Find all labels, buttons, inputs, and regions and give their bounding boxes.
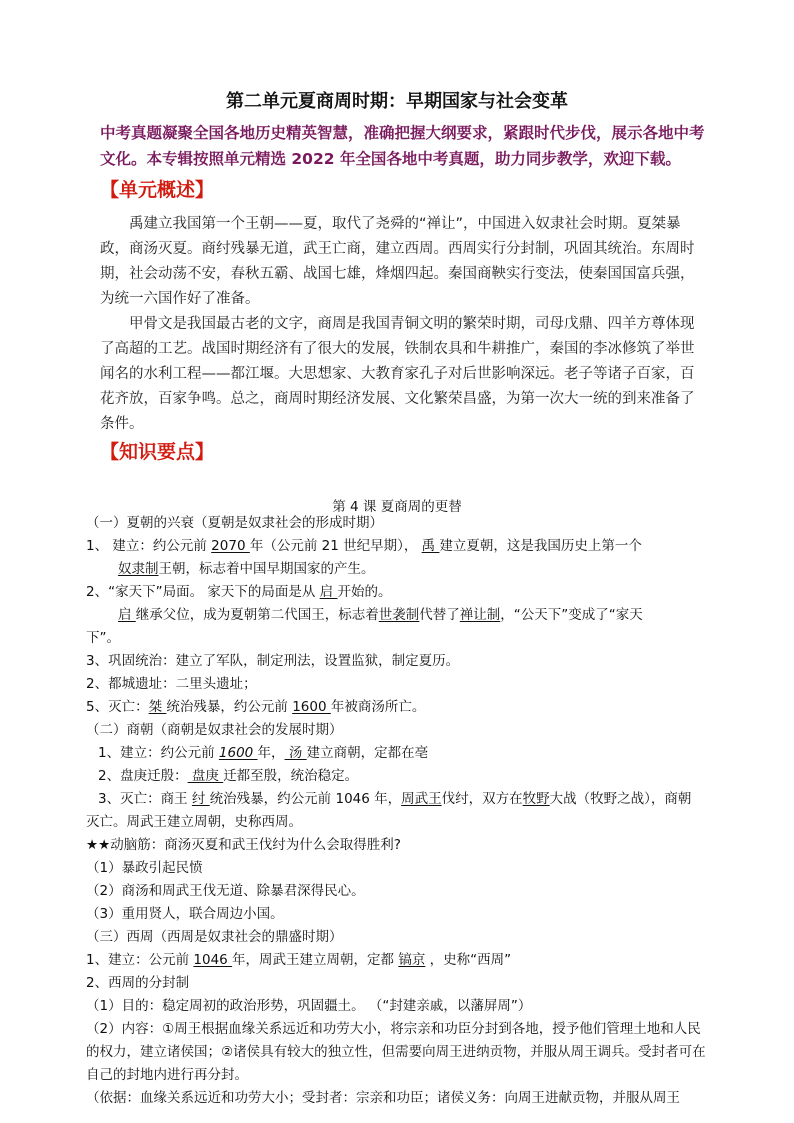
text-segment: 年（公元前 21 世纪早期）， (249, 538, 422, 554)
fengjian-basis: （依据：血缘关系远近和功劳大小；受封者：宗亲和功臣；诸侯义务：向周王进献贡物，并服从周王 (86, 1090, 680, 1106)
lesson-title: 第 4 课 夏商周的更替 (332, 499, 462, 515)
text-segment: ，史称“西周” (425, 952, 512, 968)
xia-founding-line (86, 535, 706, 558)
answer-blank: 2070 (211, 538, 250, 554)
text-segment: 2、盘庚迁殷： (98, 768, 188, 784)
brain-teaser-answer-1: （1）暴政引起民愤 (86, 860, 203, 876)
text-segment: 年，周武王建立周朝，定都 (232, 952, 399, 968)
keypoints-heading: 【知识要点】 (100, 441, 215, 463)
text-segment: 年， (257, 745, 285, 761)
shang-fall-line (86, 788, 706, 811)
text-segment: 统治残暴，约公元前 (166, 699, 293, 715)
answer-blank: 纣 (191, 791, 210, 807)
text-segment: 1、建立：公元前 (86, 952, 194, 968)
shang-fall-line-2: 灭亡。周武王建立周朝，史称西周。 (86, 814, 302, 830)
text-segment: 建立商朝，定都在亳 (306, 745, 429, 761)
fengjian-purpose: （1）目的：稳定周初的政治形势，巩固疆土。 （“封建亲戚，以藩屏周”） (86, 998, 532, 1014)
text-segment: 大战（牧野之战），商朝 (549, 791, 692, 807)
text-segment: 年被商汤所亡。 (330, 699, 426, 715)
text-segment: 1、建立：约公元前 (98, 745, 219, 761)
answer-blank: 1600 (218, 745, 258, 761)
xia-succession-line-2: 下”。 (86, 630, 120, 646)
shang-founding-line (86, 742, 706, 765)
brain-teaser-question: ★★动脑筋：商汤灭夏和武王伐纣为什么会取得胜利? (86, 837, 401, 853)
lesson-notes (86, 512, 706, 1110)
answer-blank: 盘庚 (187, 768, 224, 784)
answer-blank: 奴隶制 (118, 561, 159, 577)
text-segment: 代替了 (419, 607, 460, 623)
answer-blank: 汤 (284, 745, 307, 761)
text-segment: 王朝，标志着中国早期国家的产生。 (158, 561, 375, 577)
answer-blank: 1046 (193, 952, 233, 968)
answer-blank: 牧野 (522, 791, 550, 807)
xia-succession-line (86, 604, 706, 627)
answer-blank: 启 (319, 584, 338, 600)
text-segment: ，“公天下”变成了“家天 (500, 607, 643, 623)
fengjian-content: （2）内容：①周王根据血缘关系远近和功劳大小，将宗亲和功臣分封到各地，授予他们管理土地和人民的权力，建立诸侯国；②诸侯具有较大的独立性，但需要向周王进纳贡物，并服从周王调兵。受封者可在自己的封地内进行再分封。 (86, 1021, 706, 1083)
answer-blank: 禅让制 (459, 607, 501, 623)
text-segment: 2、“家天下”局面。 家天下的局面是从 (86, 584, 320, 600)
text-segment: 统治残暴，约公元前 1046 年， (209, 791, 402, 807)
xia-heading: （一）夏朝的兴衰（夏朝是奴隶社会的形成时期） (86, 515, 383, 531)
xia-jiatianxia-line (86, 581, 706, 604)
brain-teaser-answer-2: （2）商汤和周武王伐无道、除暴君深得民心。 (86, 883, 365, 899)
page-title: 第二单元夏商周时期：早期国家与社会变革 (226, 91, 568, 112)
text-segment: 1、 建立：约公元前 (86, 538, 212, 554)
answer-blank: 镐京 (398, 952, 426, 968)
westzhou-founding-line (86, 949, 706, 972)
answer-blank: 1600 (292, 699, 331, 715)
text-segment: 建立夏朝，这是我国历史上第一个 (439, 538, 642, 554)
promo-text: 中考真题凝聚全国各地历史精英智慧，准确把握大纲要求，紧跟时代步伐，展示各地中考文化。本专辑按照单元精选 2022 年全国各地中考真题，助力同步教学，欢迎下载。 (100, 124, 705, 168)
answer-blank: 周武王 (401, 791, 442, 807)
answer-blank: 桀 (148, 699, 167, 715)
text-segment: 继承父位，成为夏朝第二代国王，标志着 (135, 607, 379, 623)
shang-pangeng-line (86, 765, 706, 788)
shang-heading: （二）商朝（商朝是奴隶社会的发展时期） (86, 722, 343, 738)
text-segment: 迁都至殷，统治稳定。 (223, 768, 359, 784)
xia-consolidation-line: 3、巩固统治：建立了军队，制定刑法，设置监狱，制定夏历。 (86, 653, 460, 669)
fengjian-heading: 2、西周的分封制 (86, 975, 190, 991)
answer-blank: 世袭制 (378, 607, 420, 623)
westzhou-heading: （三）西周（西周是奴隶社会的鼎盛时期） (86, 929, 343, 945)
overview-heading: 【单元概述】 (100, 179, 215, 201)
answer-blank: 禹 (421, 538, 440, 554)
text-segment: 5、灭亡： (86, 699, 149, 715)
text-segment: 伐纣，双方在 (441, 791, 523, 807)
xia-founding-line-2 (86, 558, 706, 581)
overview-paragraph-1: 禹建立我国第一个王朝——夏，取代了尧舜的“禅让”，中国进入奴隶社会时期。夏桀暴政，商汤灭夏。商纣残暴无道，武王亡商，建立西周。西周实行分封制，巩固其统治。东周时期，社会动荡不安，春秋五霸、战国七雄，烽烟四起。秦国商鞅实行变法，使秦国国富兵强，为统一六国作好了准备。 (100, 216, 695, 307)
xia-fall-line (86, 696, 706, 719)
brain-teaser-answer-3: （3）重用贤人，联合周边小国。 (86, 906, 284, 922)
answer-blank: 启 (118, 607, 136, 623)
text-segment: 开始的。 (337, 584, 392, 600)
overview-paragraph-2: 甲骨文是我国最古老的文字，商周是我国青铜文明的繁荣时期，司母戊鼎、四羊方尊体现了高超的工艺。战国时期经济有了很大的发展，铁制农具和牛耕推广，秦国的李冰修筑了举世闻名的水利工程——都江堰。大思想家、大教育家孔子对后世影响深远。老子等诸子百家，百花齐放，百家争鸣。总之，商周时期经济发展、文化繁荣昌盛，为第一次大一统的到来准备了条件。 (100, 316, 695, 432)
text-segment: 3、灭亡：商王 (98, 791, 192, 807)
xia-capital-line: 2、都城遗址：二里头遗址； (86, 676, 257, 692)
